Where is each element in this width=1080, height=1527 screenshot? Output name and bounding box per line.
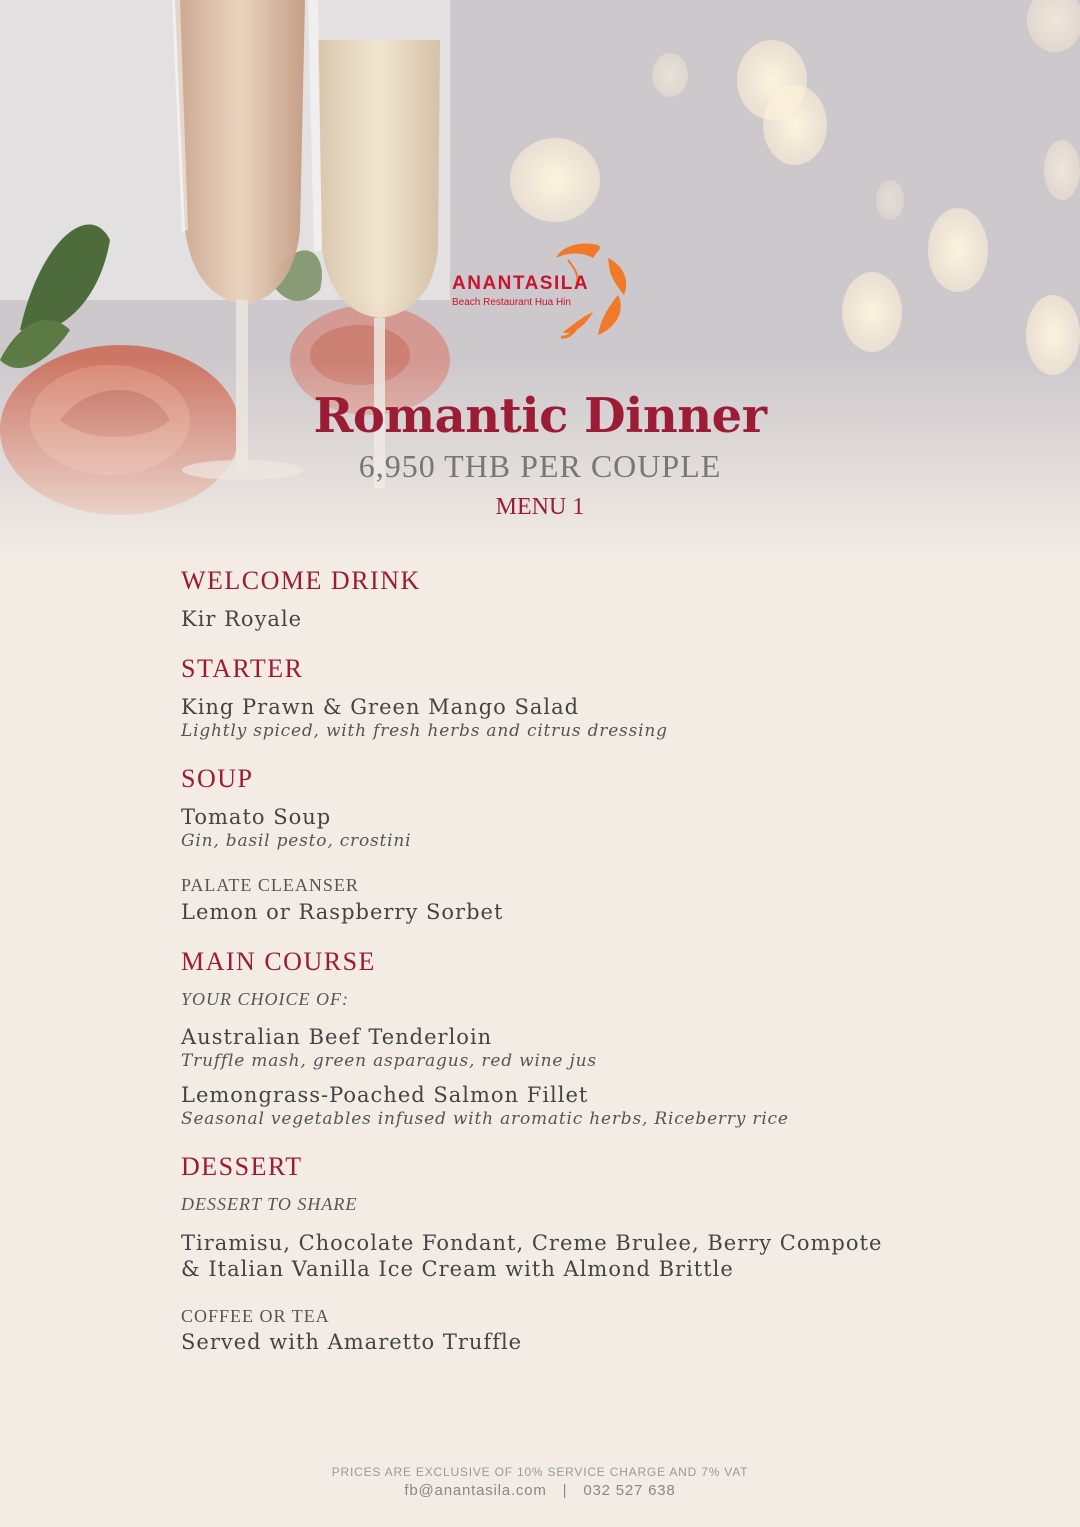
subheading-coffee: COFFEE OR TEA: [181, 1306, 330, 1326]
section-heading-starter: STARTER: [181, 654, 304, 683]
subheading-choice: YOUR CHOICE OF:: [181, 989, 349, 1009]
menu-label: MENU 1: [495, 494, 585, 520]
section-heading-main: MAIN COURSE: [181, 947, 376, 976]
menu-item-description: Lightly spiced, with fresh herbs and citrus dressing: [181, 721, 668, 741]
menu-item: Served with Amaretto Truffle: [181, 1330, 523, 1354]
price-per-couple: 6,950 THB PER COUPLE: [358, 448, 722, 484]
menu-item: Tiramisu, Chocolate Fondant, Creme Brulee, Berry Compote: [181, 1231, 883, 1255]
menu-item: Lemon or Raspberry Sorbet: [181, 900, 504, 924]
menu-item: Tomato Soup: [181, 805, 332, 829]
subheading-palate-cleanser: PALATE CLEANSER: [181, 875, 359, 895]
restaurant-logo: [448, 240, 638, 340]
page-title: Romantic Dinner: [313, 388, 767, 444]
contact-line: [0, 1482, 1080, 1499]
menu-item: Kir Royale: [181, 607, 303, 631]
menu-item-description: Truffle mash, green asparagus, red wine jus: [181, 1051, 597, 1071]
section-heading-soup: SOUP: [181, 764, 254, 793]
subheading-dessert-share: DESSERT TO SHARE: [181, 1194, 358, 1214]
logo-subtitle: Beach Restaurant Hua Hin: [452, 297, 571, 308]
menu-item: King Prawn & Green Mango Salad: [181, 695, 580, 719]
menu-item-description: Gin, basil pesto, crostini: [181, 831, 412, 851]
contact-phone[interactable]: 032 527 638: [583, 1482, 676, 1499]
section-heading-welcome: WELCOME DRINK: [181, 566, 421, 595]
section-heading-dessert: DESSERT: [181, 1152, 303, 1181]
logo-wordmark: ANANTASILA: [452, 273, 590, 294]
price-disclaimer: PRICES ARE EXCLUSIVE OF 10% SERVICE CHARGE AND 7% VAT: [331, 1465, 749, 1479]
contact-email[interactable]: fb@anantasila.com: [404, 1482, 547, 1499]
menu-item: Australian Beef Tenderloin: [181, 1025, 493, 1049]
contact-separator: |: [562, 1482, 568, 1499]
hero-photo: [0, 0, 1080, 560]
menu-item-description: Seasonal vegetables infused with aromatic herbs, Riceberry rice: [181, 1109, 789, 1129]
menu-item: Lemongrass-Poached Salmon Fillet: [181, 1083, 589, 1107]
menu-item: & Italian Vanilla Ice Cream with Almond Brittle: [181, 1257, 734, 1281]
